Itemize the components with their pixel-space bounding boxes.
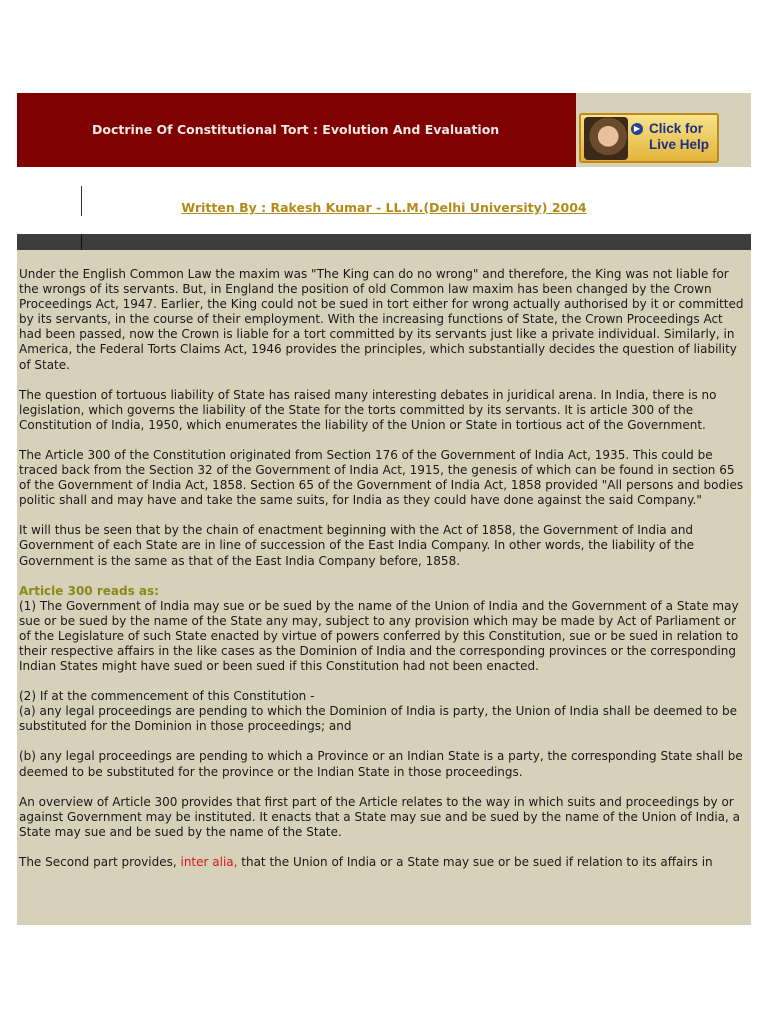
page-title: Doctrine Of Constitutional Tort : Evolution And Evaluation: [92, 122, 500, 137]
emphasis-text: inter alia,: [180, 854, 238, 869]
paragraph: It will thus be seen that by the chain of enactment beginning with the Act of 1858, the Government of India and Government of each State are in line of succession of the East India Company. In other words, the liability of the Government is the same as that of the East India Company before, 1858.: [19, 523, 695, 568]
paragraph: (2) If at the commencement of this Constitution -: [19, 689, 315, 704]
paragraph: (a) any legal proceedings are pending to which the Dominion of India is party, the Union of India shall be deemed to be substituted for the Dominion in those proceedings; and: [19, 704, 738, 734]
section-heading: Article 300 reads as:: [19, 583, 159, 598]
article-body: [17, 250, 751, 925]
arrow-right-icon: ▶: [631, 123, 643, 135]
paragraph: Under the English Common Law the maxim was "The King can do no wrong" and therefore, the King was not liable for the wrongs of its servants. But, in England the position of old Common law maxim has been changed by the Crown Proceedings Act, 1947. Earlier, the King could not be sued in tort either for wrong actually authorised by it or committed by its servants, in the course of their employment. With the increasing functions of State, the Crown Proceedings Act had been passed, now the Crown is liable for a tort committed by its servants just like a private individual. Similarly, in America, the Federal Torts Claims Act, 1946 provides the principles, which substantially decides the question of liability of State.: [19, 267, 744, 372]
paragraph: (b) any legal proceedings are pending to which a Province or an Indian State is a party, the corresponding State shall be deemed to be substituted for the province or the Indian State in those proceedings.: [19, 749, 743, 779]
header-right-panel: [576, 93, 751, 167]
divider-line: [81, 234, 82, 250]
agent-face-icon: [584, 117, 628, 160]
paragraph: The question of tortuous liability of State has raised many interesting debates in juridical arena. In India, there is no legislation, which governs the liability of the State for the torts committed by its servants. It is article 300 of the Constitution of India, 1950, which enumerates the liability of the Union or State in tortious act of the Government.: [19, 387, 717, 432]
live-help-button[interactable]: [579, 113, 719, 163]
paragraph: An overview of Article 300 provides that first part of the Article relates to the way in which suits and proceedings by or against Government may be instituted. It enacts that a State may sue and be sued by the name of the Union of India, a State may sue and be sued by the name of the State.: [19, 794, 740, 839]
live-help-label: Click for Live Help: [649, 121, 710, 152]
paragraph: The Second part provides, inter alia, that the Union of India or a State may sue or be sued if relation to its affairs in: [19, 854, 713, 869]
separator-bar: [17, 234, 751, 250]
paragraph: (1) The Government of India may sue or be sued by the name of the Union of India and the Government of a State may sue or be sued by the name of the State any may, subject to any provision which may be made by Act of Parliament or of the Legislature of such State enacted by virtue of powers conferred by this Constitution, sue or be sued in relation to their respective affairs in the like cases as the Dominion of India and the corresponding provinces or the corresponding Indian States might have sued or been sued if this Constitution had not been enacted.: [19, 598, 739, 674]
author-link[interactable]: Written By : Rakesh Kumar - LL.M.(Delhi University) 2004: [181, 200, 587, 215]
paragraph: The Article 300 of the Constitution originated from Section 176 of the Government of India Act, 1935. This could be traced back from the Section 32 of the Government of India Act, 1915, the genesis of which can be found in section 65 of the Government of India Act, 1858. Section 65 of the Government of India Act, 1858 provided "All persons and bodies politic shall and may have and take the same suits, for India as they could have done against the said Company.": [19, 447, 744, 508]
header-banner: [17, 93, 576, 167]
